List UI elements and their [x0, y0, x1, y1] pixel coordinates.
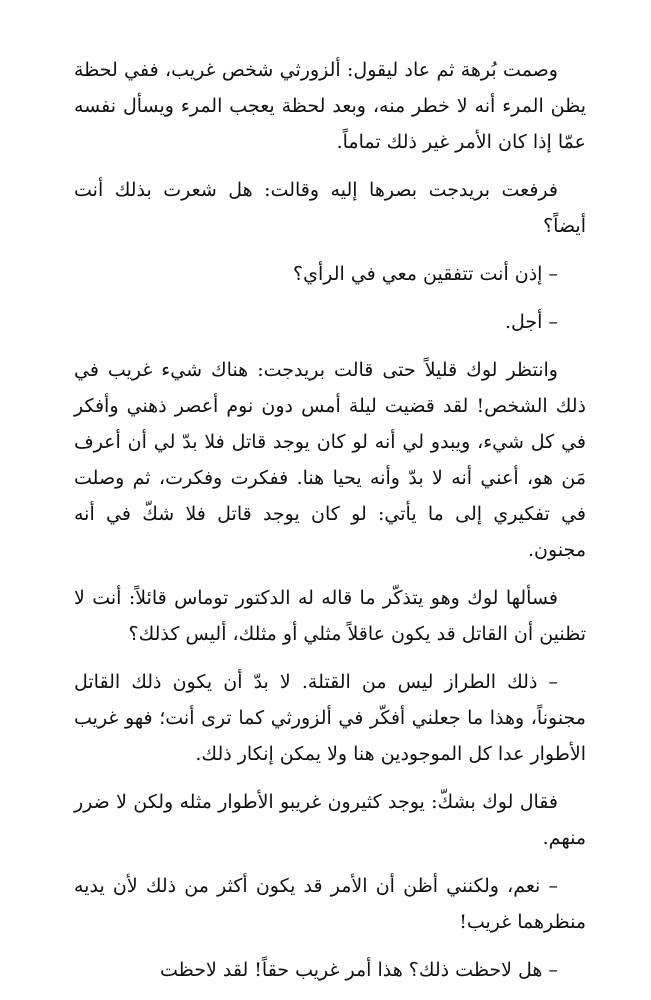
paragraph-8: فقال لوك بشكّ: يوجد كثيرون غريبو الأطوار مثله ولكن لا ضرر منهم. — [74, 791, 586, 849]
book-page-text — [74, 52, 586, 1000]
paragraph-6: فسألها لوك وهو يتذكّر ما قاله له الدكتور توماس قائلاً: أنت لا تظنين أن القاتل قد يكون عاقلاً مثلي أو مثلك، أليس كذلك؟ — [74, 587, 586, 645]
paragraph-5: وانتظر لوك قليلاً حتى قالت بريدجت: هناك شيء غريب في ذلك الشخص! لقد قضيت ليلة أمس دون نوم أعصر ذهني وأفكر في كل شيء، ويبدو لي أنه لو كان يوجد قاتل فلا بدّ لي أن أعرف مَن هو، أعني أنه لا بدّ وأنه يحيا هنا. ففكرت وفكرت، ثم وصلت في تفكيري إلى ما يأتي: لو كان يوجد قاتل فلا شكّ في أنه مجنون. — [74, 359, 586, 561]
paragraph-2: فرفعت بريدجت بصرها إليه وقالت: هل شعرت بذلك أنت أيضاً؟ — [74, 179, 586, 237]
paragraph-7: – ذلك الطراز ليس من القتلة. لا بدّ أن يكون ذلك القاتل مجنوناً، وهذا ما جعلني أفكّر في ألزورثي كما ترى أنت؛ فهو غريب الأطوار عدا كل الموجودين هنا ولا يمكن إنكار ذلك. — [74, 671, 586, 765]
paragraph-1: وصمت بُرهة ثم عاد ليقول: ألزورثي شخص غريب، ففي لحظة يظن المرء أنه لا خطر منه، وبعد لحظة يعجب المرء ويسأل نفسه عمّا إذا كان الأمر غير ذلك تماماً. — [74, 59, 586, 153]
paragraph-9: – نعم، ولكنني أظن أن الأمر قد يكون أكثر من ذلك لأن يديه منظرهما غريب! — [74, 875, 586, 933]
paragraph-10: – هل لاحظت ذلك؟ هذا أمر غريب حقاً! لقد لاحظت — [160, 959, 558, 981]
paragraph-3: – إذن أنت تتفقين معي في الرأي؟ — [293, 263, 558, 285]
paragraph-4: – أجل. — [505, 311, 558, 333]
